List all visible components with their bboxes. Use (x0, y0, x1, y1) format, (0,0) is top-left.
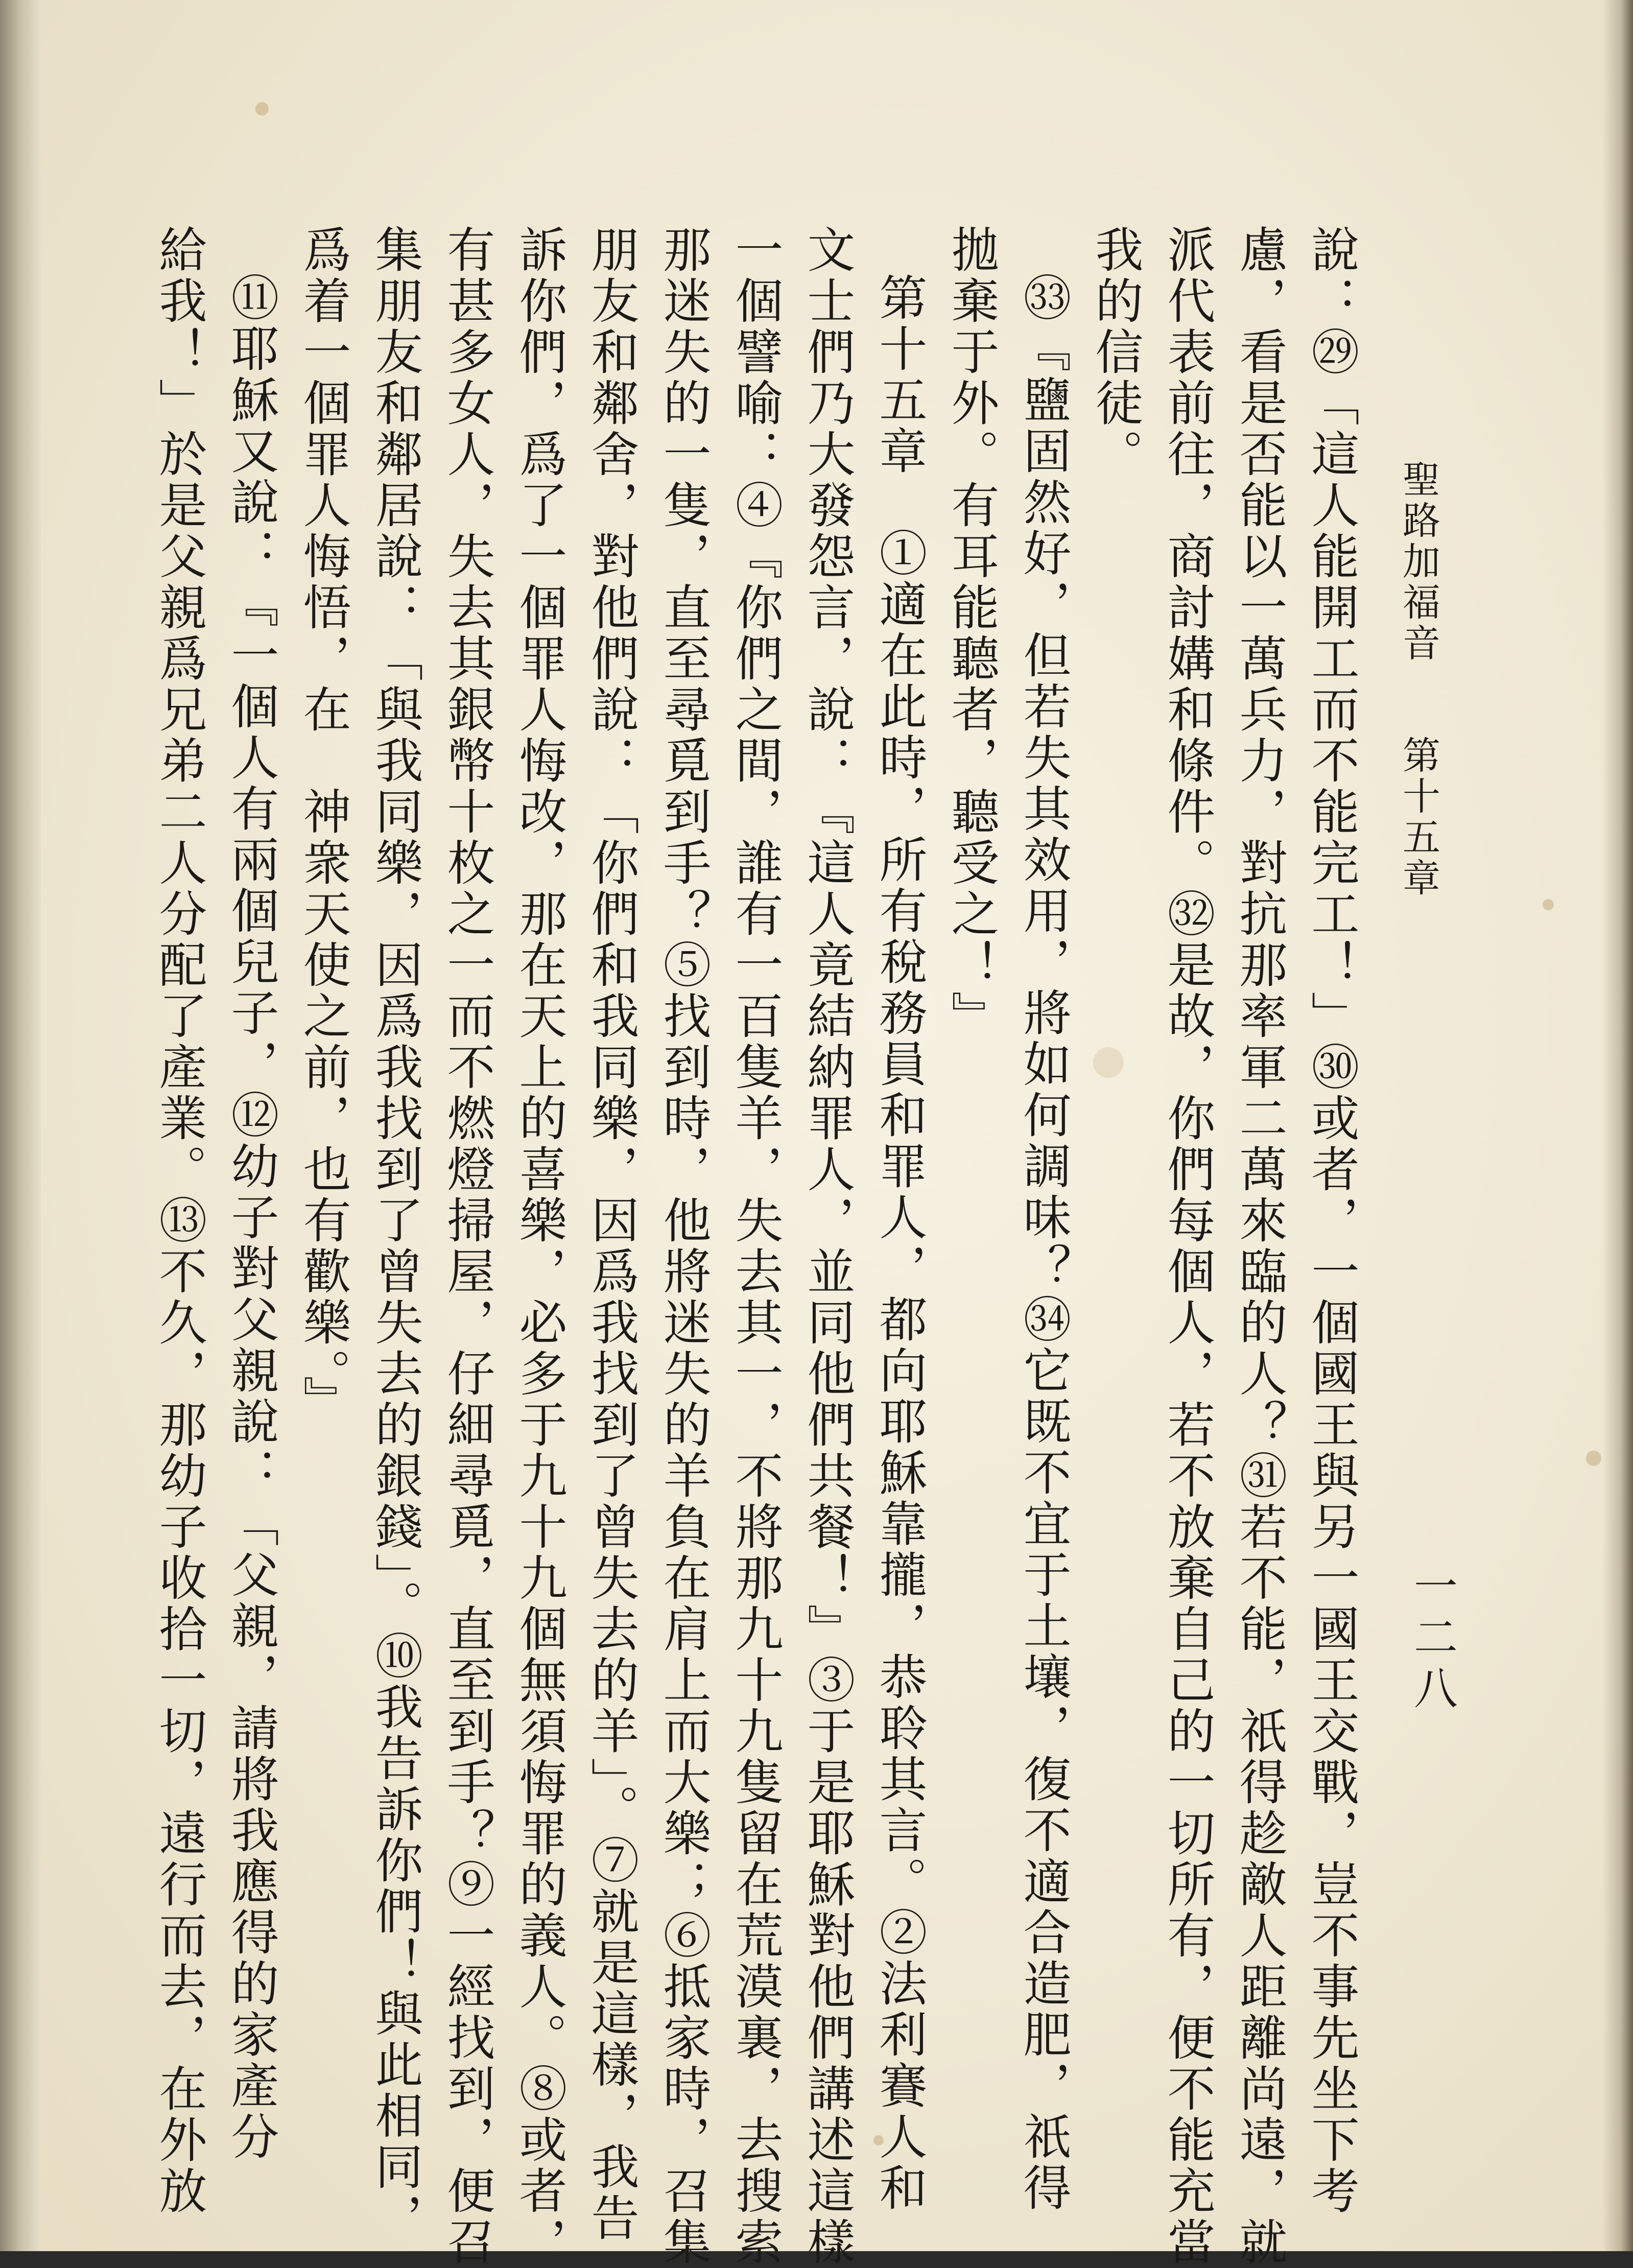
text-column: ㉝『鹽固然好，但若失其效用，將如何調味？㉞它既不宜于土壤，復不適合造肥，祇得 (1015, 273, 1071, 2214)
text-column: 那迷失的一隻，直至尋覓到手？⑤找到時，他將迷失的羊負在肩上而大樂；⑥抵家時，召集 (655, 225, 711, 2268)
text-column: ⑪耶穌又說：『一個人有兩個兒子，⑫幼子對父親說：「父親，請將我應得的家產分 (223, 273, 278, 2163)
text-column: 拋棄于外。有耳能聽者，聽受之！』 (943, 225, 999, 1042)
page-number: 一二八 (1406, 1563, 1457, 1716)
paper-stain (1586, 1451, 1601, 1466)
text-column: 派代表前往，商討媾和條件。㉜是故，你們每個人，若不放棄自己的一切所有，便不能充當 (1159, 225, 1215, 2268)
text-column: 給我！」於是父親爲兄弟二人分配了產業。⑬不久，那幼子收拾一切，遠行而去，在外放 (151, 225, 206, 2217)
paper-stain (1543, 899, 1554, 910)
text-column: 我的信徒。 (1087, 225, 1143, 480)
paper-stain (255, 102, 269, 115)
text-column: 訴你們，爲了一個罪人悔改，那在天上的喜樂，必多于九十九個無須悔罪的義人。⑧或者， (511, 225, 566, 2268)
running-chapter: 第十五章 (1397, 736, 1440, 899)
text-column: 爲着一個罪人悔悟，在 神衆天使之前，也有歡樂。』 (295, 225, 350, 1427)
chapter-start-column: 第十五章 ①適在此時，所有稅務員和罪人，都向耶穌靠攏，恭聆其言。②法利賽人和 (871, 273, 927, 2214)
running-title: 聖路加福音 (1397, 460, 1440, 664)
binding-gutter (0, 0, 41, 2251)
text-column: 慮，看是否能以一萬兵力，對抗那率軍二萬來臨的人？㉛若不能，祇得趁敵人距離尚遠，就 (1231, 225, 1287, 2268)
text-column: 有甚多女人，失去其銀幣十枚之一而不燃燈掃屋，仔細尋覓，直至到手？⑨一經找到，便召 (439, 225, 494, 2268)
text-column: 說：㉙「這人能開工而不能完工！」㉚或者，一個國王與另一國王交戰，豈不事先坐下考 (1303, 225, 1359, 2217)
body-text (151, 225, 1359, 2268)
text-column: 一個譬喻：④『你們之間，誰有一百隻羊，失去其一，不將那九十九隻留在荒漠裏，去搜索 (727, 225, 783, 2268)
page-edge (1602, 0, 1633, 2251)
text-column: 集朋友和鄰居說：「與我同樂，因爲我找到了曾失去的銀錢」。⑩我告訴你們！與此相同， (367, 225, 422, 2244)
text-column: 文士們乃大發怨言，說：『這人竟結納罪人，並同他們共餐！』③于是耶穌對他們講述這樣 (799, 225, 855, 2268)
text-column: 朋友和鄰舍，對他們說：「你們和我同樂，因爲我找到了曾失去的羊」。⑦就是這樣，我告 (583, 225, 638, 2244)
